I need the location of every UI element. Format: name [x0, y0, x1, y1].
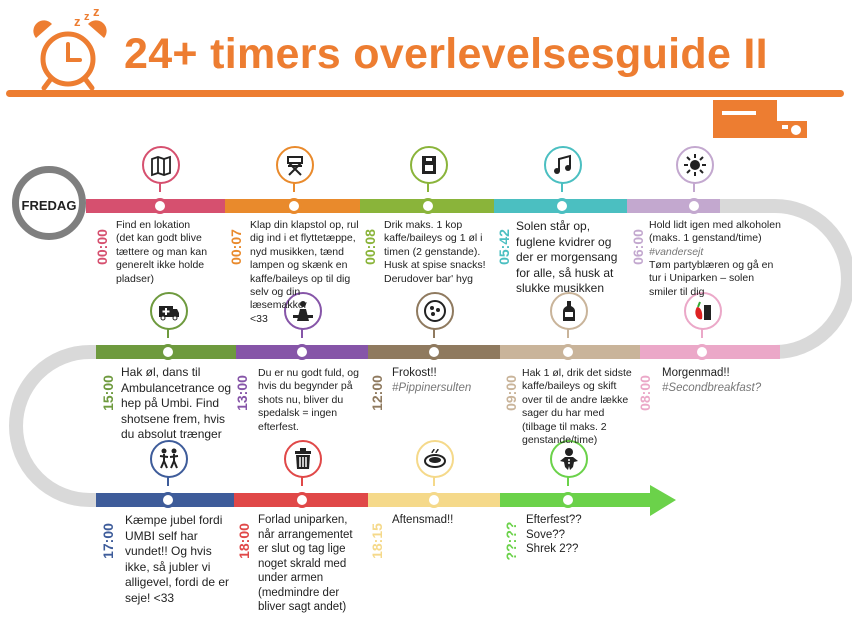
timeline-node	[294, 492, 310, 508]
event-text: Hold lidt igen med alkoholen (maks. 1 genstand/time)	[649, 219, 781, 245]
timeline-node	[294, 344, 310, 360]
event-time: 12:00	[369, 375, 385, 411]
map-icon	[142, 146, 180, 184]
event-text: Hak 1 øl, drik det sidste kaffe/baileys og skift over til de andre lække sager du har med (tilbage til maks. 2 genstande/time)	[522, 367, 632, 447]
music-note-icon	[544, 146, 582, 184]
timeline-node	[560, 344, 576, 360]
timeline-segment	[640, 345, 780, 359]
timeline-segment	[500, 493, 652, 507]
event-hashtag: #Secondbreakfast?	[662, 382, 762, 394]
ambulance-icon	[150, 292, 188, 330]
event-text: Find en lokation (det kan godt blive tættere og man kan generelt ikke holde pladser)	[116, 219, 208, 285]
event-text: Hak øl, dans til Ambulancetrance og hep på Umbi. Find shotsene frem, hvis du absolut trænger	[121, 365, 232, 441]
event-text: Klap din klapstol op, rul dig ind i et flyttetæppe, nyd musikken, tænd lampen og skænk en kaffe/baileys op til dig selv og din læsemakker <33	[250, 219, 359, 325]
timeline-node	[152, 198, 168, 214]
event-text: Solen står op, fuglene kvidrer og der er morgensang for alle, så husk at slukke musikken	[516, 219, 618, 295]
timeline-node	[560, 492, 576, 508]
event-text: Morgenmad!!	[662, 367, 730, 379]
event-time: 17:00	[100, 523, 116, 559]
timeline-node	[686, 198, 702, 214]
director-chair-icon	[276, 146, 314, 184]
timeline-node	[694, 344, 710, 360]
event-time: 00:08	[362, 229, 378, 265]
timeline-node	[426, 344, 442, 360]
event-time: 18:00	[236, 523, 252, 559]
event-text: Drik maks. 1 kop kaffe/baileys og 1 øl i timen (2 genstande). Husk at spise snacks! Derudover bar' hyg	[384, 219, 486, 285]
start-label: FREDAG	[21, 198, 77, 213]
timeline-segment	[627, 199, 720, 213]
event-text-2: Tøm partyblæren og gå en tur i Uniparken – solen smiler til dig	[649, 259, 774, 298]
event-time: 15:00	[100, 375, 116, 411]
event-time: 05:42	[496, 229, 512, 265]
event-time: 09:00	[503, 375, 519, 411]
svg-text:z: z	[84, 11, 90, 23]
coffee-machine-icon	[410, 146, 448, 184]
event-hashtag: #vandersejt	[649, 246, 704, 258]
svg-text:z: z	[74, 14, 81, 29]
event-time: 13:00	[234, 375, 250, 411]
event-time: 00:00	[94, 229, 110, 265]
timeline-node	[286, 198, 302, 214]
timeline-node	[160, 492, 176, 508]
timeline-node	[160, 344, 176, 360]
event-text: Aftensmad!!	[392, 514, 454, 526]
bottle-icon	[550, 292, 588, 330]
dinner-icon	[416, 440, 454, 478]
timeline-node	[420, 198, 436, 214]
event-text: Efterfest?? Sove?? Shrek 2??	[526, 514, 582, 555]
timeline-node	[426, 492, 442, 508]
event-time: 06:00	[630, 229, 646, 265]
event-hashtag: #Pippinersulten	[392, 382, 472, 394]
dancers-icon	[150, 440, 188, 478]
sun-icon	[676, 146, 714, 184]
event-text: Forlad uniparken, når arrangementet er slut og tag lige noget skrald med under armen (medmindre der bliver sagt andet)	[258, 514, 353, 613]
event-text: Kæmpe jubel fordi UMBI self har vundet!! Og hvis ikke, så jubler vi alligevel, fordi de er seje! <33	[125, 513, 230, 605]
event-time: 00:07	[228, 229, 244, 265]
pizza-icon	[416, 292, 454, 330]
event-time: 18:15	[369, 523, 385, 559]
timeline-node	[554, 198, 570, 214]
page-title: 24+ timers overlevelsesguide II	[124, 30, 768, 78]
event-text: Frokost!!	[392, 367, 437, 379]
trash-icon	[284, 440, 322, 478]
svg-text:z: z	[93, 4, 100, 19]
event-text: Du er nu godt fuld, og hvis du begynder på shots nu, bliver du spedalsk = ingen efterfest.	[258, 367, 359, 433]
event-time: ??:??	[503, 521, 519, 561]
event-time: 08:00	[637, 375, 653, 411]
